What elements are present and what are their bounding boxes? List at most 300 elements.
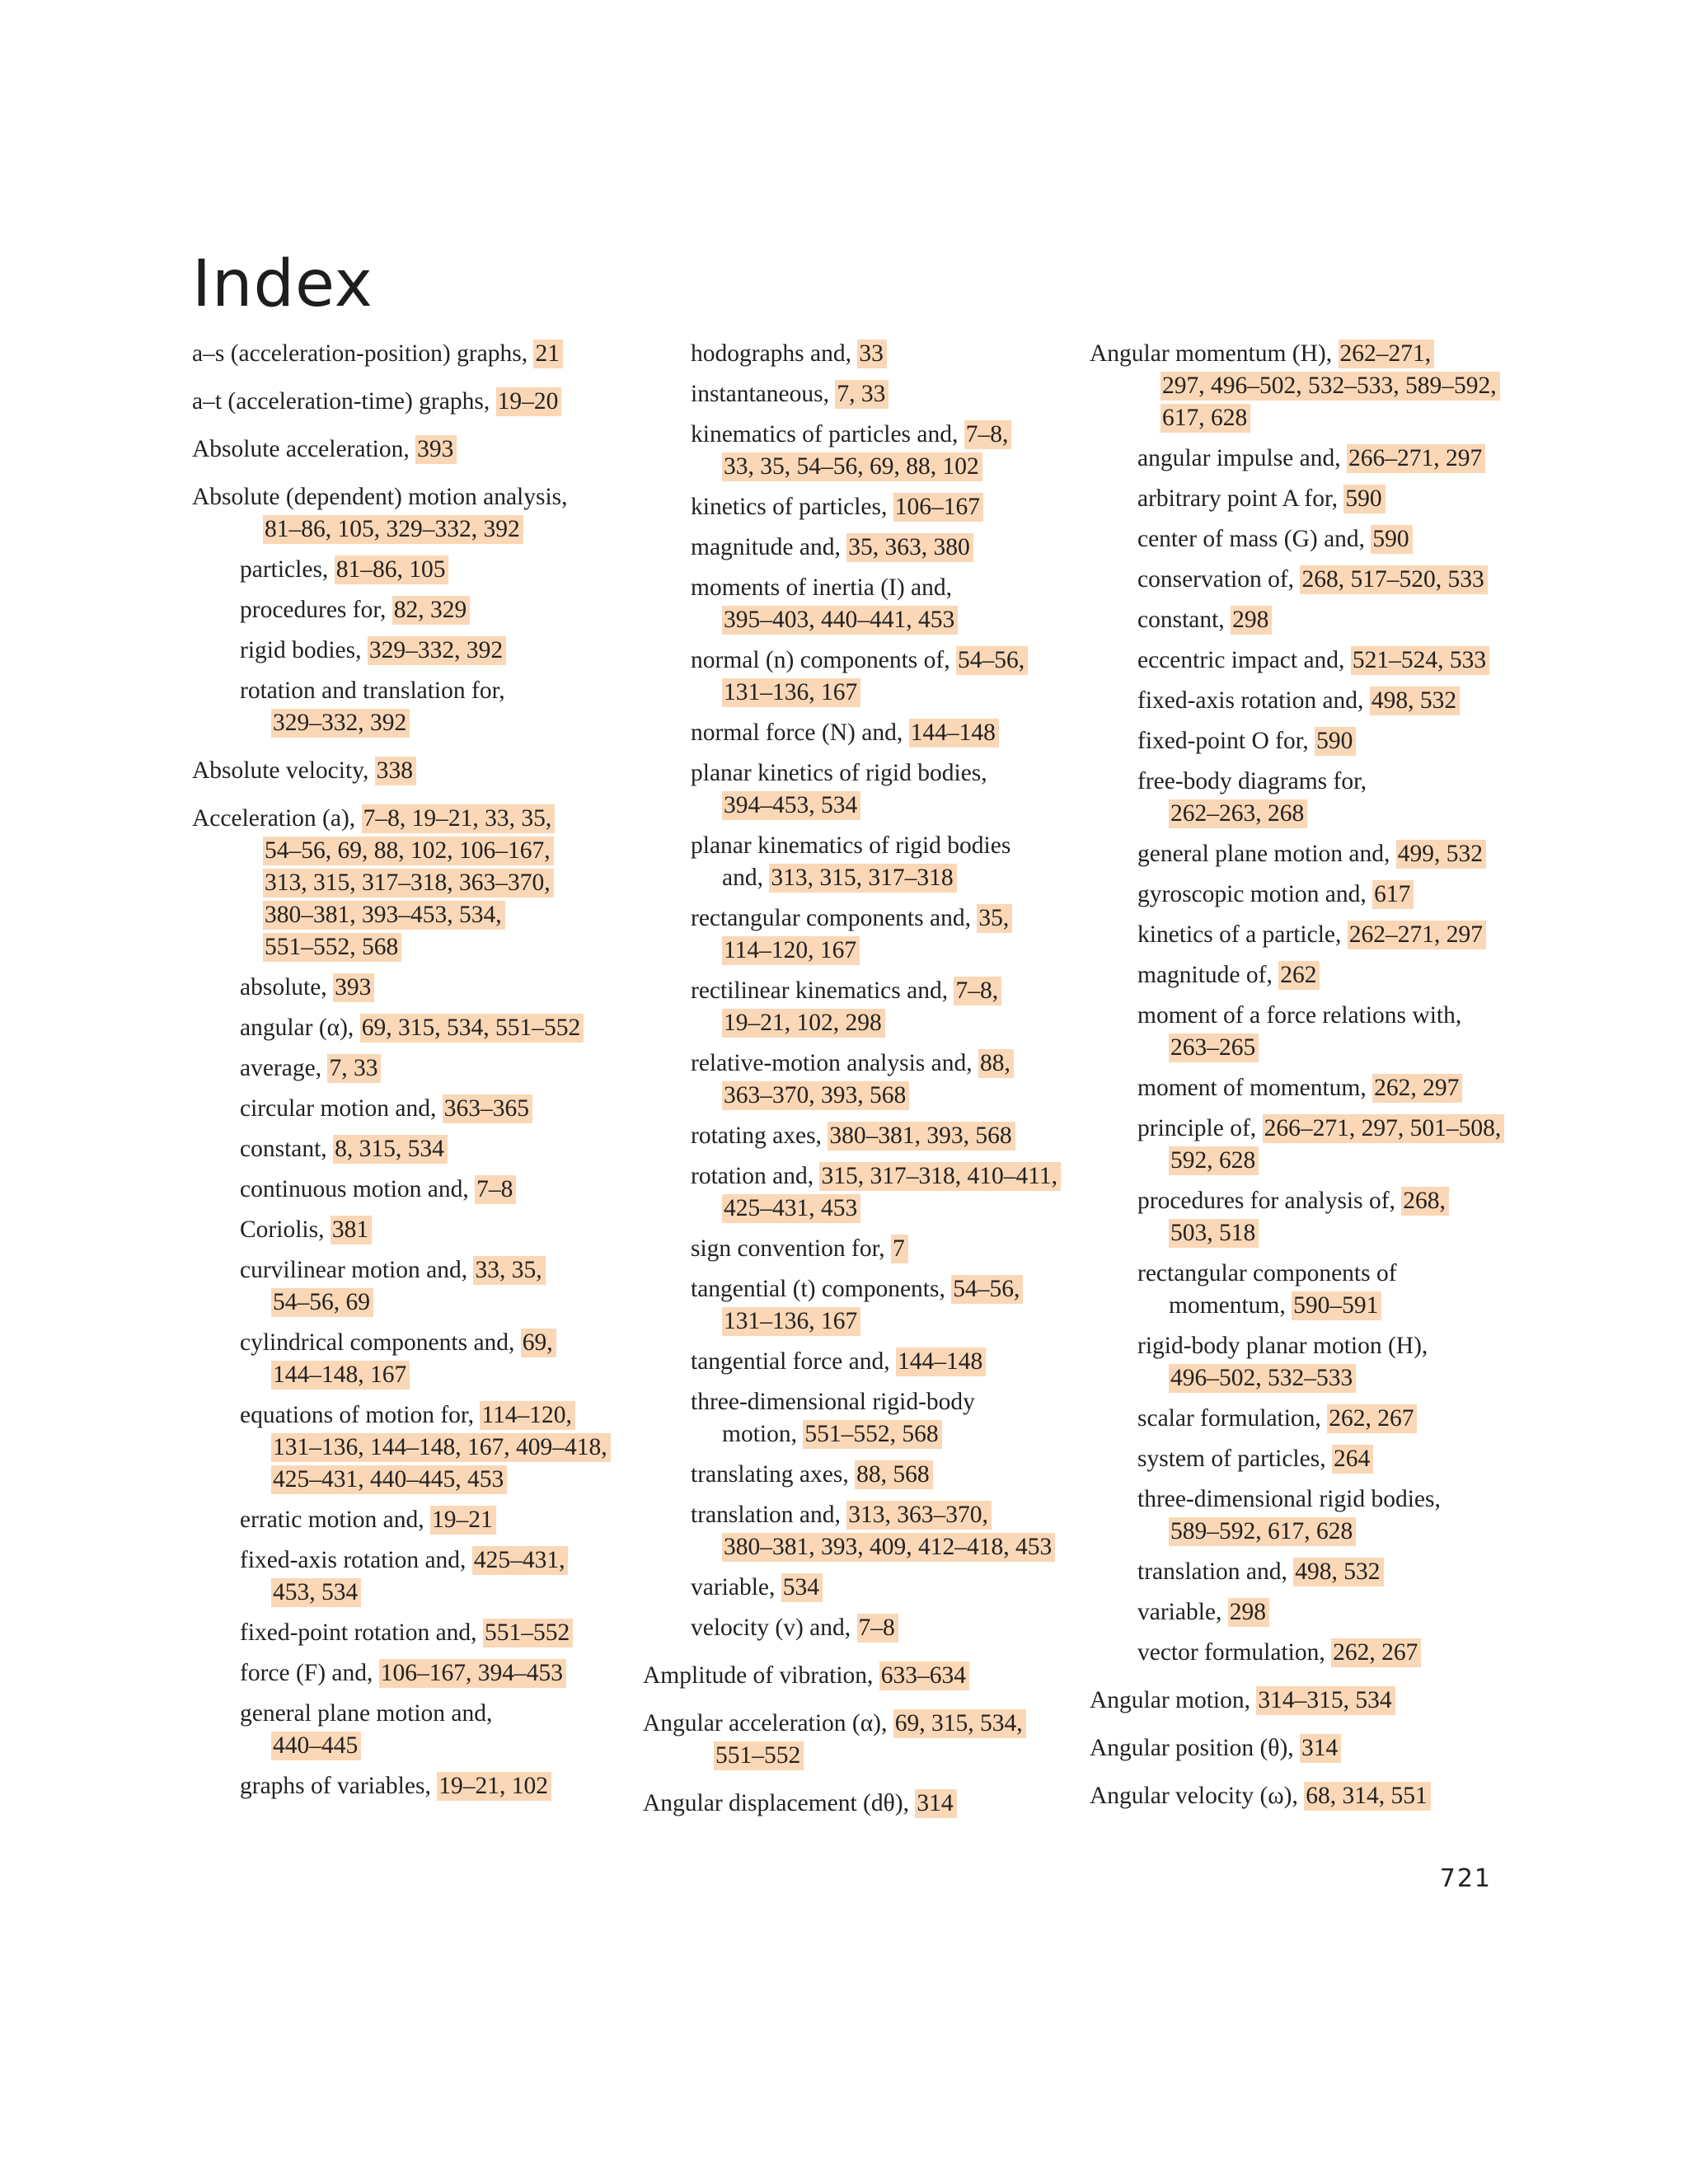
entry-term: system of particles, — [1137, 1446, 1332, 1472]
entry-term: Absolute acceleration, — [192, 436, 416, 462]
index-subentry — [643, 1273, 1071, 1338]
page-references: 262–271, — [1339, 340, 1435, 368]
entry-term: Angular position (θ), — [1090, 1735, 1301, 1761]
index-subentry — [643, 1572, 1071, 1604]
entry-line — [1137, 798, 1535, 830]
entry-line — [240, 1770, 654, 1802]
page-references: 262, 267 — [1327, 1404, 1417, 1433]
index-subentry — [643, 1160, 1071, 1225]
entry-line — [240, 1254, 654, 1286]
page-references: 394–453, 534 — [722, 791, 860, 820]
index-subentry — [1090, 1403, 1535, 1435]
entry-term: erratic motion and, — [240, 1507, 431, 1533]
entry-line — [691, 604, 1071, 636]
page-references: 521–524, 533 — [1351, 646, 1489, 675]
entry-term: a–t (acceleration-time) graphs, — [192, 388, 496, 415]
index-column-3 — [1090, 338, 1535, 1812]
entry-line — [691, 757, 1071, 790]
page-references: 590–591 — [1292, 1291, 1381, 1320]
entry-line — [1137, 725, 1535, 757]
index-subentry — [1090, 604, 1535, 636]
entry-line — [691, 1459, 1071, 1491]
page-references: 7 — [891, 1235, 908, 1263]
entry-line — [192, 338, 654, 370]
entry-term: eccentric impact and, — [1137, 647, 1351, 673]
entry-line — [1137, 604, 1535, 636]
page-references: 380–381, 393, 568 — [828, 1122, 1015, 1151]
entry-term: circular motion and, — [240, 1095, 443, 1122]
entry-line — [1137, 766, 1535, 798]
entry-line — [691, 1418, 1071, 1451]
index-subentry — [643, 1459, 1071, 1491]
page-references: 262, 267 — [1331, 1638, 1421, 1667]
page-references: 590 — [1371, 525, 1412, 554]
page-references: 8, 315, 534 — [333, 1135, 448, 1164]
page-title: Index — [192, 247, 373, 321]
index-subentry — [643, 338, 1071, 370]
page-references: 7–8 — [475, 1175, 516, 1204]
page-references: 54–56, 69 — [271, 1288, 373, 1317]
index-subentry — [1090, 1072, 1535, 1104]
entry-term: normal (n) components of, — [691, 647, 956, 673]
page-references: 551–552 — [483, 1619, 573, 1647]
entry-line — [1137, 1556, 1535, 1588]
entry-term: fixed-point rotation and, — [240, 1619, 483, 1646]
entry-term: translation and, — [691, 1502, 847, 1528]
entry-line — [240, 1577, 654, 1609]
page-references: 262–271, 297 — [1348, 921, 1486, 949]
entry-line — [1137, 1443, 1535, 1475]
entry-line — [240, 1730, 654, 1762]
entry-line — [691, 1572, 1071, 1604]
entry-term: average, — [240, 1055, 328, 1081]
entry-line — [192, 481, 654, 513]
entry-term: hodographs and, — [691, 340, 858, 367]
entry-line — [192, 867, 654, 899]
page-references: 425–431, 453 — [722, 1194, 860, 1223]
page-references: 262–263, 268 — [1169, 799, 1307, 828]
index-subentry — [1090, 919, 1535, 951]
entry-term: continuous motion and, — [240, 1176, 476, 1202]
entry-line — [1137, 1113, 1535, 1145]
entry-term: Coriolis, — [240, 1216, 331, 1243]
index-subentry — [643, 1346, 1071, 1378]
index-subentry — [643, 1612, 1071, 1644]
index-subentry — [192, 554, 654, 586]
page-references: 551–552, 568 — [263, 933, 401, 962]
index-subentry — [1090, 1185, 1535, 1249]
page-references: 262, 297 — [1372, 1074, 1462, 1103]
page-references: 114–120, 167 — [722, 936, 860, 965]
entry-line — [1137, 685, 1535, 717]
index-subentry — [1090, 523, 1535, 555]
index-subentry — [192, 1770, 654, 1802]
index-entry — [1090, 1780, 1535, 1812]
index-entry — [192, 481, 654, 546]
page-references: 363–370, 393, 568 — [722, 1081, 909, 1110]
entry-line — [643, 1740, 1071, 1772]
page-references: 551–552 — [714, 1741, 804, 1770]
index-subentry — [1090, 725, 1535, 757]
entry-term: center of mass (G) and, — [1137, 526, 1372, 552]
entry-line — [1137, 879, 1535, 911]
page-references: 19–21, 102 — [437, 1772, 551, 1801]
index-subentry — [643, 1047, 1071, 1112]
entry-term: procedures for, — [240, 597, 392, 623]
entry-line — [192, 386, 654, 418]
index-subentry — [1090, 685, 1535, 717]
page-references: 69, 315, 534, — [893, 1709, 1026, 1738]
entry-term: Angular velocity (ω), — [1090, 1783, 1305, 1809]
entry-term: moments of inertia (I) and, — [691, 574, 953, 601]
entry-line — [1137, 1072, 1535, 1104]
entry-term: graphs of variables, — [240, 1773, 438, 1799]
page-references: 21 — [533, 340, 563, 368]
index-entry — [192, 755, 654, 787]
entry-term: fixed-axis rotation and, — [240, 1547, 472, 1573]
index-subentry — [1090, 879, 1535, 911]
index-entry — [1090, 1685, 1535, 1717]
entry-term: Absolute velocity, — [192, 757, 375, 784]
index-subentry — [1090, 1258, 1535, 1322]
page-references: 314 — [1300, 1734, 1341, 1763]
entry-line — [643, 1660, 1071, 1692]
page-references: 106–167, 394–453 — [379, 1659, 566, 1688]
page-references: 106–167 — [893, 493, 983, 522]
index-subentry — [1090, 1556, 1535, 1588]
entry-term: absolute, — [240, 974, 334, 1001]
index-subentry — [192, 1133, 654, 1165]
index-subentry — [1090, 1113, 1535, 1177]
index-subentry — [1090, 766, 1535, 830]
page-references: 363–365 — [443, 1094, 532, 1123]
page-references: 268, 517–520, 533 — [1300, 565, 1487, 594]
entry-term: rectangular components and, — [691, 905, 978, 931]
index-subentry — [1090, 644, 1535, 677]
entry-line — [1137, 1483, 1535, 1516]
entry-term: three-dimensional rigid bodies, — [1137, 1486, 1441, 1512]
page-references: 313, 315, 317–318, 363–370, — [263, 869, 554, 898]
entry-term: constant, — [240, 1136, 334, 1162]
entry-line — [240, 1399, 654, 1432]
entry-term: kinematics of particles and, — [691, 421, 964, 448]
page-references: 440–445 — [271, 1732, 361, 1760]
index-subentry — [643, 1499, 1071, 1563]
page-references: 590 — [1315, 727, 1356, 756]
page-references: 263–265 — [1169, 1033, 1259, 1062]
page-references: 35, — [977, 904, 1012, 933]
entry-term: free-body diagrams for, — [1137, 768, 1367, 794]
entry-term: particles, — [240, 556, 335, 583]
page-references: 262 — [1278, 961, 1320, 990]
entry-line — [1137, 1217, 1535, 1249]
index-subentry — [643, 491, 1071, 523]
index-subentry — [192, 1544, 654, 1609]
entry-line — [1137, 1145, 1535, 1177]
entry-term: Acceleration (a), — [192, 805, 362, 832]
page-references: 19–21, 102, 298 — [722, 1009, 885, 1038]
entry-term: variable, — [1137, 1599, 1228, 1625]
index-column-2 — [643, 338, 1071, 1820]
entry-line — [1137, 1596, 1535, 1629]
entry-term: translation and, — [1137, 1558, 1294, 1585]
entry-line — [691, 1346, 1071, 1378]
index-subentry — [643, 1120, 1071, 1152]
entry-term: vector formulation, — [1137, 1639, 1332, 1666]
entry-term: constant, — [1137, 607, 1231, 633]
index-entry — [1090, 1732, 1535, 1765]
entry-term: rigid-body planar motion (H), — [1137, 1333, 1428, 1359]
entry-line — [691, 1499, 1071, 1531]
entry-line — [240, 1657, 654, 1690]
entry-line — [691, 491, 1071, 523]
page-references: 144–148, 167 — [271, 1361, 410, 1390]
entry-term: rotating axes, — [691, 1122, 828, 1149]
entry-line — [1137, 1362, 1535, 1394]
entry-line — [1137, 523, 1535, 555]
entry-line — [643, 1708, 1071, 1740]
entry-line — [1137, 1185, 1535, 1217]
entry-term: variable, — [691, 1574, 781, 1601]
page-references: 68, 314, 551 — [1304, 1782, 1431, 1811]
entry-term: kinetics of a particle, — [1137, 921, 1348, 948]
index-subentry — [1090, 1443, 1535, 1475]
index-subentry — [1090, 483, 1535, 515]
page-references: 264 — [1332, 1445, 1373, 1474]
page-references: 592, 628 — [1169, 1146, 1259, 1175]
page-references: 381 — [331, 1216, 372, 1244]
page-references: 114–120, — [480, 1401, 575, 1430]
page-references: 496–502, 532–533 — [1169, 1364, 1356, 1393]
entry-line — [240, 1698, 654, 1730]
entry-term: equations of motion for, — [240, 1402, 481, 1428]
entry-line — [691, 717, 1071, 749]
entry-term: tangential force and, — [691, 1348, 896, 1375]
index-subentry — [1090, 1000, 1535, 1064]
index-subentry — [192, 1504, 654, 1536]
page-references: 19–20 — [496, 387, 562, 416]
entry-term: three-dimensional rigid-body — [691, 1389, 975, 1415]
entry-line — [691, 378, 1071, 410]
entry-line — [192, 803, 654, 835]
entry-line — [1137, 644, 1535, 677]
index-subentry — [192, 1657, 654, 1690]
page-references: 313, 315, 317–318 — [769, 864, 956, 893]
page-references: 7, 33 — [327, 1054, 381, 1083]
page-references: 329–332, 392 — [271, 709, 410, 738]
entry-line — [691, 1080, 1071, 1112]
entry-line — [1137, 483, 1535, 515]
index-subentry — [192, 1093, 654, 1125]
entry-line — [691, 532, 1071, 564]
entry-line — [1137, 1258, 1535, 1290]
index-subentry — [192, 594, 654, 626]
page-references: 425–431, — [472, 1546, 569, 1575]
entry-term: rigid bodies, — [240, 637, 368, 663]
entry-term: sign convention for, — [691, 1235, 891, 1262]
entry-line — [240, 1432, 654, 1464]
index-subentry — [643, 757, 1071, 822]
entry-term: and, — [722, 865, 770, 891]
index-subentry — [643, 532, 1071, 564]
index-subentry — [192, 675, 654, 739]
index-subentry — [192, 1254, 654, 1319]
entry-line — [691, 975, 1071, 1007]
entry-term: Angular acceleration (α), — [643, 1710, 893, 1736]
entry-term: conservation of, — [1137, 566, 1301, 593]
index-subentry — [643, 902, 1071, 967]
index-subentry — [643, 975, 1071, 1039]
page-references: 82, 329 — [392, 596, 471, 625]
entry-line — [691, 790, 1071, 822]
entry-term: rotation and, — [691, 1163, 820, 1189]
index-subentry — [643, 572, 1071, 636]
index-subentry — [192, 635, 654, 667]
entry-line — [691, 902, 1071, 935]
entry-term: fixed-axis rotation and, — [1137, 687, 1370, 714]
index-subentry — [192, 1174, 654, 1206]
index-subentry — [1090, 443, 1535, 475]
index-subentry — [1090, 1483, 1535, 1548]
index-subentry — [1090, 838, 1535, 870]
index-entry — [643, 1788, 1071, 1820]
page-references: 54–56, — [951, 1275, 1023, 1304]
entry-line — [691, 1233, 1071, 1265]
page-references: 81–86, 105, 329–332, 392 — [263, 515, 523, 544]
entry-line — [240, 1174, 654, 1206]
entry-term: a–s (acceleration-position) graphs, — [192, 340, 534, 367]
index-subentry — [643, 419, 1071, 483]
index-subentry — [192, 1617, 654, 1649]
entry-line — [691, 935, 1071, 967]
entry-line — [691, 1193, 1071, 1225]
page-references: 393 — [415, 435, 457, 464]
index-subentry — [192, 972, 654, 1004]
index-column-1 — [192, 338, 654, 1802]
entry-line — [1090, 402, 1535, 434]
page-references: 266–271, 297, 501–508, — [1263, 1114, 1505, 1143]
entry-line — [240, 1052, 654, 1085]
index-subentry — [1090, 1637, 1535, 1669]
entry-line — [192, 755, 654, 787]
page-references: 7, 33 — [835, 380, 889, 409]
entry-line — [691, 1120, 1071, 1152]
entry-term: motion, — [722, 1421, 804, 1447]
entry-term: velocity (v) and, — [691, 1615, 857, 1641]
entry-line — [691, 338, 1071, 370]
entry-line — [240, 635, 654, 667]
entry-term: procedures for analysis of, — [1137, 1188, 1402, 1214]
entry-line — [240, 554, 654, 586]
entry-term: planar kinematics of rigid bodies — [691, 832, 1011, 859]
entry-line — [1137, 959, 1535, 991]
entry-term: angular (α), — [240, 1015, 360, 1041]
index-subentry — [643, 717, 1071, 749]
entry-term: normal force (N) and, — [691, 719, 909, 746]
entry-term: kinetics of particles, — [691, 494, 893, 520]
entry-line — [643, 1788, 1071, 1820]
page-references: 503, 518 — [1169, 1219, 1259, 1248]
entry-line — [1137, 1330, 1535, 1362]
entry-line — [691, 1386, 1071, 1418]
entry-line — [1137, 919, 1535, 951]
page-references: 329–332, 392 — [368, 636, 506, 665]
index-subentry — [643, 378, 1071, 410]
page-references: 7–8, — [954, 977, 1001, 1005]
page-references: 268, — [1401, 1187, 1449, 1216]
page-references: 54–56, — [956, 646, 1028, 675]
entry-line — [1090, 370, 1535, 402]
page-references: 498, 532 — [1293, 1558, 1383, 1586]
entry-term: momentum, — [1169, 1292, 1292, 1319]
page-references: 617 — [1372, 880, 1414, 909]
entry-line — [240, 1617, 654, 1649]
entry-term: Absolute (dependent) motion analysis, — [192, 484, 568, 510]
page-references: 314 — [915, 1789, 956, 1818]
entry-line — [240, 1286, 654, 1319]
index-subentry — [643, 830, 1071, 894]
page-references: 33, 35, — [473, 1256, 545, 1285]
entry-line — [240, 1359, 654, 1391]
index-subentry — [643, 1386, 1071, 1451]
entry-line — [691, 1305, 1071, 1338]
entry-line — [240, 1133, 654, 1165]
entry-line — [691, 1273, 1071, 1305]
index-subentry — [192, 1327, 654, 1391]
page-references: 498, 532 — [1370, 687, 1460, 715]
index-subentry — [192, 1052, 654, 1085]
entry-line — [240, 1544, 654, 1577]
entry-line — [691, 1160, 1071, 1193]
page-references: 131–136, 167 — [722, 678, 860, 707]
page-references: 380–381, 393, 409, 412–418, 453 — [722, 1533, 1055, 1562]
entry-term: principle of, — [1137, 1115, 1263, 1141]
entry-line — [240, 1464, 654, 1496]
entry-line — [691, 1612, 1071, 1644]
entry-term: tangential (t) components, — [691, 1276, 952, 1302]
page-references: 144–148 — [909, 719, 999, 748]
entry-term: gyroscopic motion and, — [1137, 881, 1373, 907]
entry-line — [192, 434, 654, 466]
index-subentry — [1090, 1330, 1535, 1394]
index-subentry — [192, 1214, 654, 1246]
page-references: 338 — [375, 757, 416, 785]
index-subentry — [192, 1012, 654, 1044]
page-references: 81–86, 105 — [335, 555, 449, 584]
entry-line — [691, 1531, 1071, 1563]
entry-line — [1090, 1685, 1535, 1717]
entry-line — [691, 644, 1071, 677]
entry-term: instantaneous, — [691, 381, 836, 407]
page-references: 315, 317–318, 410–411, — [819, 1162, 1061, 1191]
page-references: 298 — [1228, 1598, 1269, 1627]
page-references: 131–136, 167 — [722, 1307, 860, 1336]
entry-term: scalar formulation, — [1137, 1405, 1328, 1432]
page-references: 313, 363–370, — [846, 1501, 992, 1530]
page-references: 19–21 — [430, 1506, 496, 1535]
index-subentry — [1090, 959, 1535, 991]
entry-line — [240, 1214, 654, 1246]
index-subentry — [643, 644, 1071, 709]
entry-term: Angular momentum (H), — [1090, 340, 1339, 367]
entry-line — [240, 707, 654, 739]
index-entry — [643, 1708, 1071, 1772]
page-references: 69, — [521, 1329, 556, 1357]
page-references: 88, 568 — [855, 1460, 933, 1489]
page-references: 551–552, 568 — [803, 1420, 941, 1449]
page-references: 144–148 — [896, 1347, 986, 1376]
page-references: 69, 315, 534, 551–552 — [360, 1014, 584, 1043]
